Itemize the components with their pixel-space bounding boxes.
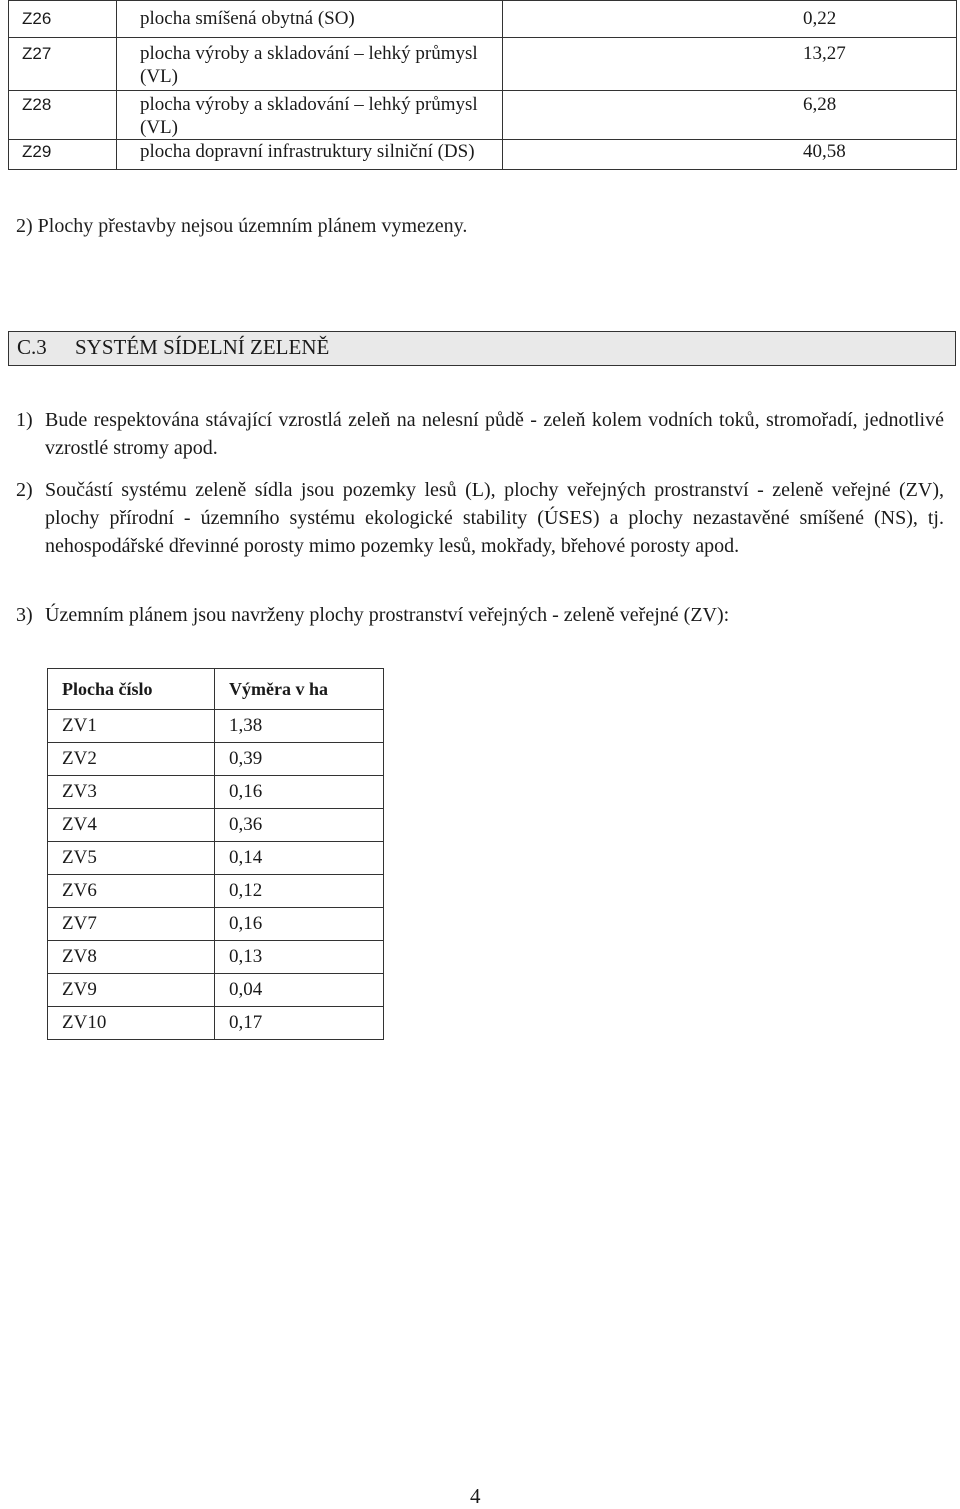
area-size: 0,12: [215, 875, 384, 908]
table-header-row: [48, 669, 384, 710]
table-row: [48, 776, 384, 809]
area-id: ZV3: [48, 776, 215, 809]
area-value: 13,27: [503, 38, 957, 91]
table-row: [9, 1, 957, 38]
area-name: plocha výroby a skladování – lehký průmysl (VL): [117, 38, 503, 91]
area-id: ZV1: [48, 710, 215, 743]
area-id: ZV10: [48, 1007, 215, 1040]
section-number: C.3: [17, 335, 47, 359]
table-row: [9, 140, 957, 170]
area-size: 0,36: [215, 809, 384, 842]
area-id: ZV7: [48, 908, 215, 941]
area-code: Z28: [9, 91, 117, 140]
section-heading: [8, 331, 956, 366]
area-name: plocha dopravní infrastruktury silniční (DS): [117, 140, 503, 170]
table-row: [48, 809, 384, 842]
table-row: [9, 91, 957, 140]
area-code: Z29: [9, 140, 117, 170]
area-name: plocha výroby a skladování – lehký průmysl (VL): [117, 91, 503, 140]
paragraph-1: [16, 406, 944, 462]
area-id: ZV5: [48, 842, 215, 875]
zv-areas-table: [47, 668, 384, 1040]
table-row: [9, 38, 957, 91]
column-header-area-size: Výměra v ha: [215, 669, 384, 710]
area-size: 0,13: [215, 941, 384, 974]
area-size: 0,04: [215, 974, 384, 1007]
area-value: 0,22: [503, 1, 957, 38]
table-row: [48, 1007, 384, 1040]
table-row: [48, 941, 384, 974]
paragraph-text: Bude respektována stávající vzrostlá zeleň na nelesní půdě - zeleň kolem vodních toků, stromořadí, jednotlivé vzrostlé stromy apod.: [45, 409, 944, 459]
paragraph-number: 3): [16, 604, 33, 626]
paragraph-text: Součástí systému zeleně sídla jsou pozemky lesů (L), plochy veřejných prostranství - zeleně veřejné (ZV), plochy přírodní - územního systému ekologické stability (ÚSES) a plochy nezastavěné smíšené (NS), tj. nehospodářské dřevinné porosty mimo pozemky lesů, mokřady, břehové porosty apod.: [45, 479, 944, 557]
table-row: [48, 875, 384, 908]
area-id: ZV4: [48, 809, 215, 842]
paragraph-3: [16, 601, 944, 629]
area-code: Z26: [9, 1, 117, 38]
area-size: 0,16: [215, 908, 384, 941]
paragraph-2: [16, 476, 944, 560]
area-value: 40,58: [503, 140, 957, 170]
area-size: 1,38: [215, 710, 384, 743]
area-size: 0,39: [215, 743, 384, 776]
area-id: ZV2: [48, 743, 215, 776]
table-row: [48, 842, 384, 875]
table-row: [48, 908, 384, 941]
area-id: ZV6: [48, 875, 215, 908]
area-size: 0,16: [215, 776, 384, 809]
table-row: [48, 710, 384, 743]
table-row: [48, 974, 384, 1007]
column-header-area-number: Plocha číslo: [48, 669, 215, 710]
area-id: ZV9: [48, 974, 215, 1007]
area-id: ZV8: [48, 941, 215, 974]
area-code: Z27: [9, 38, 117, 91]
area-size: 0,17: [215, 1007, 384, 1040]
paragraph-number: 2): [16, 479, 33, 501]
area-size: 0,14: [215, 842, 384, 875]
area-value: 6,28: [503, 91, 957, 140]
table-row: [48, 743, 384, 776]
page-number: 4: [470, 1484, 481, 1508]
area-name: plocha smíšená obytná (SO): [117, 1, 503, 38]
section-title: SYSTÉM SÍDELNÍ ZELENĚ: [75, 335, 330, 359]
paragraph-number: 1): [16, 409, 33, 431]
redevelopment-statement: 2) Plochy přestavby nejsou územním plánem vymezeny.: [16, 215, 468, 237]
z-areas-table: [8, 0, 957, 170]
paragraph-text: Územním plánem jsou navrženy plochy prostranství veřejných - zeleně veřejné (ZV):: [45, 604, 730, 626]
